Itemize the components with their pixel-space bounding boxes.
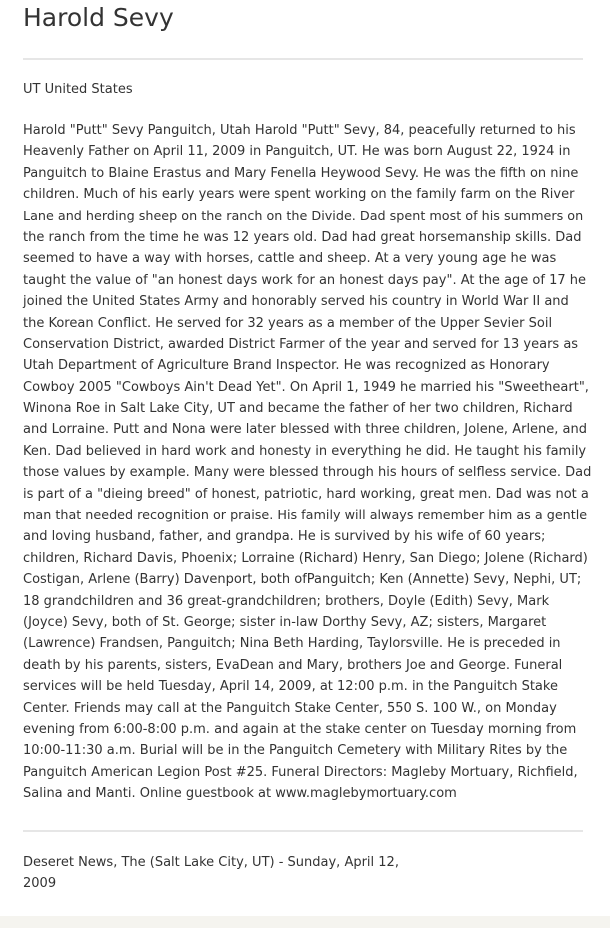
obituary-line: 10:00-11:30 a.m. Burial will be in the Panguitch Cemetery with Military Rites by the <box>23 743 568 759</box>
obituary-line: Winona Roe in Salt Lake City, UT and became the father of her two children, Richard <box>23 401 573 417</box>
obituary-line: the Korean Conflict. He served for 32 years as a member of the Upper Sevier Soil <box>23 315 553 331</box>
obituary-line: taught the value of "an honest days work for an honest days pay". At the age of 17 he <box>23 272 586 288</box>
obituary-line: Conservation District, awarded District Farmer of the year and served for 13 years as <box>23 336 579 352</box>
location-text: UT United States <box>23 82 133 97</box>
obituary-line: joined the United States Army and honorably served his country in World War II and <box>23 294 569 310</box>
obituary-line: and loving husband, father, and grandpa. He is survived by his wife of 60 years; <box>23 529 546 545</box>
obituary-line: Panguitch American Legion Post #25. Funeral Directors: Magleby Mortuary, Richfield, <box>23 764 578 780</box>
obituary-line: Heavenly Father on April 11, 2009 in Panguitch, UT. He was born August 22, 1924 in <box>23 144 571 160</box>
obituary-line: Panguitch to Blaine Erastus and Mary Fenella Heywood Sevy. He was the fifth on nine <box>23 165 579 181</box>
obituary-line: services will be held Tuesday, April 14, 2009, at 12:00 p.m. in the Panguitch Stake <box>23 679 558 695</box>
obituary-line: evening from 6:00-8:00 p.m. and again at the stake center on Tuesday morning from <box>23 721 577 737</box>
obituary-line: is part of a "dieing breed" of honest, patriotic, hard working, great men. Dad was not a <box>23 486 589 502</box>
source-line: Deseret News, The (Salt Lake City, UT) - Sunday, April 12, <box>23 855 399 870</box>
obituary-line: those values by example. Many were blessed through his hours of selfless service. Dad <box>23 465 592 481</box>
obituary-line: and Lorraine. Putt and Nona were later blessed with three children, Jolene, Arlene, and <box>23 422 588 438</box>
obituary-line: Salina and Manti. Online guestbook at www.maglebymortuary.com <box>23 786 457 802</box>
obituary-line: Utah Department of Agriculture Brand Inspector. He was recognized as Honorary <box>23 358 550 374</box>
source-line: 2009 <box>23 876 57 891</box>
obituary-line: Harold "Putt" Sevy Panguitch, Utah Harold "Putt" Sevy, 84, peacefully returned to his <box>23 123 576 138</box>
obituary-line: the ranch from the time he was 12 years old. Dad had great horsemanship skills. Dad <box>23 229 582 245</box>
obituary-line: children. Much of his early years were spent working on the family farm on the River <box>23 187 575 203</box>
page-footer-band <box>0 916 610 928</box>
obituary-line: (Joyce) Sevy, both of St. George; sister in-law Dorthy Sevy, AZ; sisters, Margaret <box>23 614 547 630</box>
footer-divider <box>23 830 583 832</box>
obituary-line: children, Richard Davis, Phoenix; Lorraine (Richard) Henry, San Diego; Jolene (Richard) <box>23 550 588 566</box>
obituary-line: Center. Friends may call at the Panguitch Stake Center, 550 S. 100 W., on Monday <box>23 700 557 716</box>
obituary-line: Lane and herding sheep on the ranch on the Divide. Dad spent most of his summers on <box>23 208 584 224</box>
page-title: Harold Sevy <box>23 3 174 32</box>
obituary-line: (Lawrence) Frandsen, Panguitch; Nina Beth Harding, Taylorsville. He is preceded in <box>23 636 561 652</box>
obituary-line: man that needed recognition or praise. His family will always remember him as a gentle <box>23 508 588 524</box>
title-divider <box>23 58 583 60</box>
obituary-line: Costigan, Arlene (Barry) Davenport, both ofPanguitch; Ken (Annette) Sevy, Nephi, UT; <box>23 572 582 588</box>
obituary-line: Ken. Dad believed in hard work and honesty in everything he did. He taught his family <box>23 443 587 459</box>
obituary-text <box>23 120 592 805</box>
source-citation <box>23 852 399 894</box>
obituary-line: Cowboy 2005 "Cowboys Ain't Dead Yet". On April 1, 1949 he married his "Sweetheart", <box>23 379 589 395</box>
obituary-line: seemed to have a way with horses, cattle and sheep. At a very young age he was <box>23 251 557 267</box>
obituary-line: death by his parents, sisters, EvaDean and Mary, brothers Joe and George. Funeral <box>23 657 563 673</box>
obituary-line: 18 grandchildren and 36 great-grandchildren; brothers, Doyle (Edith) Sevy, Mark <box>23 593 550 609</box>
